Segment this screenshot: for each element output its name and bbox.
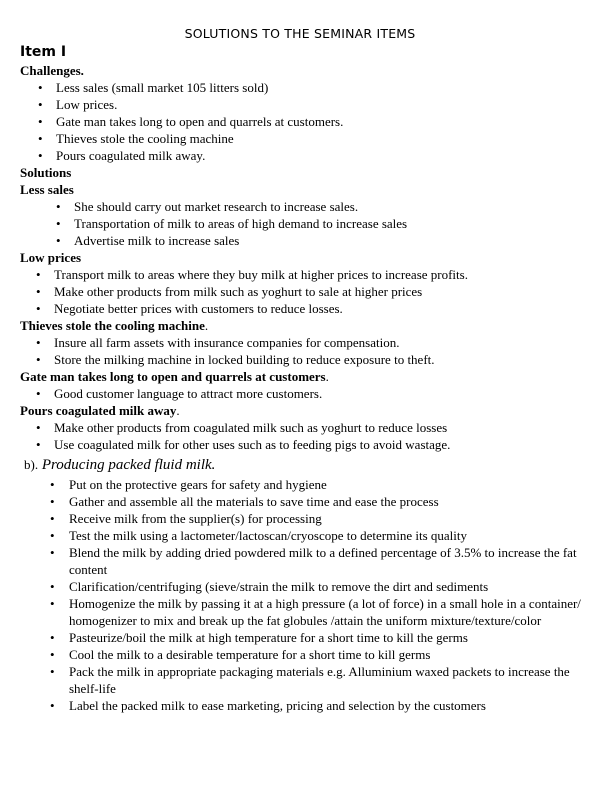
list-item: • Make other products from coagulated milk such as yoghurt to reduce losses [20,419,585,436]
item-heading: Item I [20,44,67,60]
list-item: • Negotiate better prices with customers to reduce losses. [20,300,585,317]
section-b-heading [24,455,585,475]
pours-heading [20,402,585,419]
list-item: • Blend the milk by adding dried powdered milk to a defined percentage of 3.5% to increase the fat content [20,544,585,578]
gate-man-heading-text: Gate man takes long to open and quarrels at customers [20,369,326,384]
less-sales-list [20,198,585,249]
thieves-heading-text: Thieves stole the cooling machine [20,318,205,333]
thieves-heading [20,317,585,334]
section-b-prefix: b). [24,457,39,472]
less-sales-heading: Less sales [20,182,74,197]
list-item: • Gate man takes long to open and quarrels at customers. [20,113,585,130]
challenges-list [20,79,585,164]
list-item: • Cool the milk to a desirable temperature for a short time to kill germs [20,646,585,663]
list-item: • Clarification/centrifuging (sieve/strain the milk to remove the dirt and sediments [20,578,585,595]
challenges-heading: Challenges. [20,63,84,78]
list-item: • Transportation of milk to areas of high demand to increase sales [20,215,585,232]
list-item: • Label the packed milk to ease marketing, pricing and selection by the customers [20,697,585,714]
list-item: • Pours coagulated milk away. [20,147,585,164]
section-b-list [20,476,585,714]
thieves-list [20,334,585,368]
list-item: • Pasteurize/boil the milk at high temperature for a short time to kill the germs [20,629,585,646]
thieves-heading-suffix: . [204,318,209,333]
list-item: • Gather and assemble all the materials to save time and ease the process [20,493,585,510]
gate-man-heading [20,368,585,385]
document-body [20,42,585,714]
page-title: SOLUTIONS TO THE SEMINAR ITEMS [184,26,416,41]
low-prices-list [20,266,585,317]
section-b-title: Producing packed fluid milk. [41,457,216,473]
low-prices-heading: Low prices [20,250,82,265]
list-item: • Put on the protective gears for safety and hygiene [20,476,585,493]
list-item: • Pack the milk in appropriate packaging materials e.g. Alluminium waxed packets to increase the shelf-life [20,663,585,697]
list-item: • Advertise milk to increase sales [20,232,585,249]
pours-heading-suffix: . [176,403,180,418]
list-item: • Insure all farm assets with insurance companies for compensation. [20,334,585,351]
solutions-heading: Solutions [20,165,72,180]
list-item: • Test the milk using a lactometer/lactoscan/cryoscope to determine its quality [20,527,585,544]
list-item: • Receive milk from the supplier(s) for processing [20,510,585,527]
list-item: • Store the milking machine in locked building to reduce exposure to theft. [20,351,585,368]
list-item: • Homogenize the milk by passing it at a high pressure (a lot of force) in a small hole in a container/ homogenizer to mix and break up the fat globules /attain the uniform mixture/texture/color [20,595,585,629]
list-item: • Make other products from milk such as yoghurt to sale at higher prices [20,283,585,300]
gate-man-list [20,385,585,402]
gate-man-heading-suffix: . [325,369,329,384]
pours-list [20,419,585,453]
list-item: • Less sales (small market 105 litters sold) [20,79,585,96]
list-item: • She should carry out market research to increase sales. [20,198,585,215]
list-item: • Use coagulated milk for other uses such as to feeding pigs to avoid wastage. [20,436,585,453]
list-item: • Thieves stole the cooling machine [20,130,585,147]
list-item: • Low prices. [20,96,585,113]
list-item: • Good customer language to attract more customers. [20,385,585,402]
pours-heading-text: Pours coagulated milk away [20,403,177,418]
list-item: • Transport milk to areas where they buy milk at higher prices to increase profits. [20,266,585,283]
